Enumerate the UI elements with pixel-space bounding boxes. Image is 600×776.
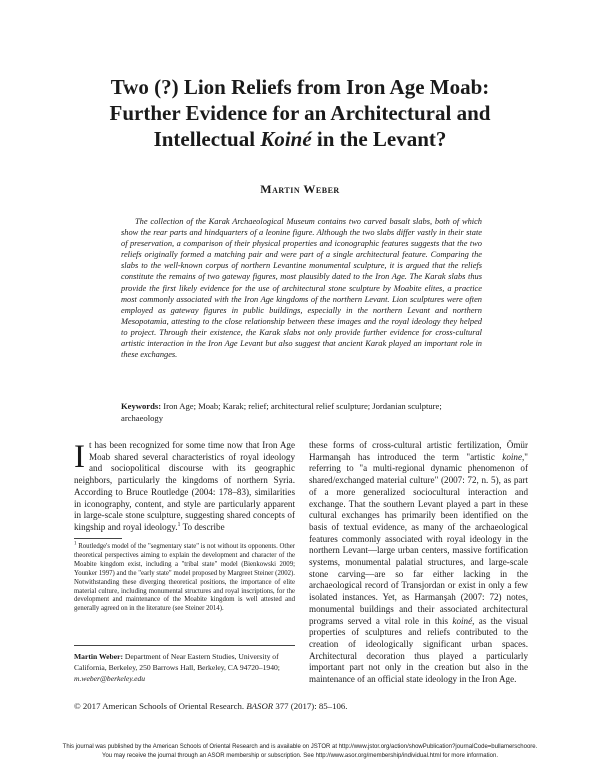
keywords	[121, 401, 482, 424]
title-line-2: Further Evidence for an Architectural and	[109, 101, 491, 125]
copyright-line: © 2017 American Schools of Oriental Research. BASOR 377 (2017): 85–106.	[74, 701, 348, 711]
keywords-text: Iron Age; Moab; Karak; relief; architectural relief sculpture; Jordanian sculpture; archaeology	[121, 401, 442, 423]
title-line-3: Intellectual Koiné in the Levant?	[153, 127, 447, 151]
body-left-text: t has been recognized for some time now that Iron Age Moab shared several characteristics of royal ideology and sociopolitical discourse with its geographic neighbors, particularly the kingdoms of northern Syria. According to Bruce Routledge (2004: 178–83), similarities in iconography, content, and style are particularly apparent in large-scale stone sculpture, suggesting shared concepts of kingship and royal ideology.	[74, 440, 295, 532]
footnote-mark: 1	[74, 541, 77, 547]
affiliation-divider	[74, 645, 295, 646]
body-left-tail: To describe	[180, 521, 225, 532]
footer-line-1[interactable]: This journal was published by the American Schools of Oriental Research and is available on JSTOR at http://www.jstor.org/action/showPublication?journalCode=bullamerschoore.	[62, 744, 538, 750]
author-name: Martin Weber	[260, 182, 340, 196]
body-column-left	[74, 440, 295, 534]
title-line-1: Two (?) Lion Reliefs from Iron Age Moab:	[110, 75, 490, 99]
author-email-link[interactable]: m.weber@berkeley.edu	[74, 673, 146, 683]
author-affiliation	[74, 652, 295, 684]
affiliation-text: Department of Near Eastern Studies, University of California, Berkeley, 250 Barrows Hall, Berkeley, CA 94720–1940;	[74, 652, 280, 672]
drop-cap: I	[74, 439, 85, 475]
footnote-divider	[74, 538, 122, 539]
affiliation-name: Martin Weber:	[74, 652, 123, 661]
article-title	[0, 74, 600, 152]
jstor-footer	[0, 743, 600, 760]
keywords-label: Keywords:	[121, 401, 162, 411]
abstract: The collection of the Karak Archaeological Museum contains two carved basalt slabs, both of which show the rear parts and hindquarters of a leonine figure. Although the two slabs differ vastly in their state of preservation, a comparison of their physical properties and iconographic features suggests that the two reliefs originally formed a matching pair and were part of a single architectural feature. Comparing the slabs to the well-known corpus of northern Levantine monumental sculpture, it is argued that the reliefs constitute the remains of two gateway figures, most plausibly dated to the Iron Age. The Karak slabs thus provide the first likely evidence for the use of architectural stone sculpture by Moabite elites, a practice most commonly associated with the Iron Age kingdoms of the northern Levant. Lion sculptures were often employed as gateway figures in public buildings, especially in the northern Levant and northern Mesopotamia, attesting to the close relationship between these images and the royal ideology they helped to project. Through their existence, the Karak slabs not only provide further evidence for cross-cultural artistic interaction in the Iron Age Levant but also suggest that ancient Karak played an important role in these exchanges.	[121, 217, 482, 360]
journal-name: BASOR	[246, 701, 274, 711]
footnote-1	[74, 543, 295, 614]
footer-line-2[interactable]: You may receive the journal through an ASOR membership or subscription. See http://www.asor.org/membership/individual.html for more information.	[102, 752, 498, 759]
body-column-right: these forms of cross-cultural artistic fertilization, Ömür Harmanşah has introduced the term "artistic koine," referring to "a multi-regional dynamic phenomenon of shared/exchanged material culture" (2007: 72, n. 5), as part of a more generalized sociocultural interaction and exchange. That the southern Levant played a part in these cultural exchanges has primarily been identified on the basis of textual evidence, as many of the archaeological features commonly associated with royal ideology in the northern Levant—large urban centers, massive fortification systems, monumental palatial structures, and large-scale stone carving—are so far either lacking in the archaeological record of Transjordan or exist in only a few isolated instances. Yet, as Harmanşah (2007: 72) notes, monumental buildings and their associated architectural programs served a vital role in this koiné, as the visual properties of sculptures and reliefs contributed to the creation of ideologically significant urban spaces. Architectural decoration thus played a particularly important part not only in the creation but also in the maintenance of an official state ideology in the Iron Age.	[309, 440, 528, 685]
footnote-text: Routledge's model of the "segmentary state" is not without its opponents. Other theoretical perspectives aiming to explain the development and character of the Moabite kingdom exist, including a "tribal state" model (Bienkowski 2009; Younker 1997) and the "early state" model proposed by Margreet Steiner (2002). Notwithstanding these diverging theoretical positions, the importance of elite material culture, including monumental structures and royal inscriptions, for the development and maintenance of the Moabite kingdom is well attested and generally agreed on in the literature (see Steiner 2014).	[74, 543, 295, 613]
footnote-ref-1[interactable]: 1	[177, 521, 181, 528]
